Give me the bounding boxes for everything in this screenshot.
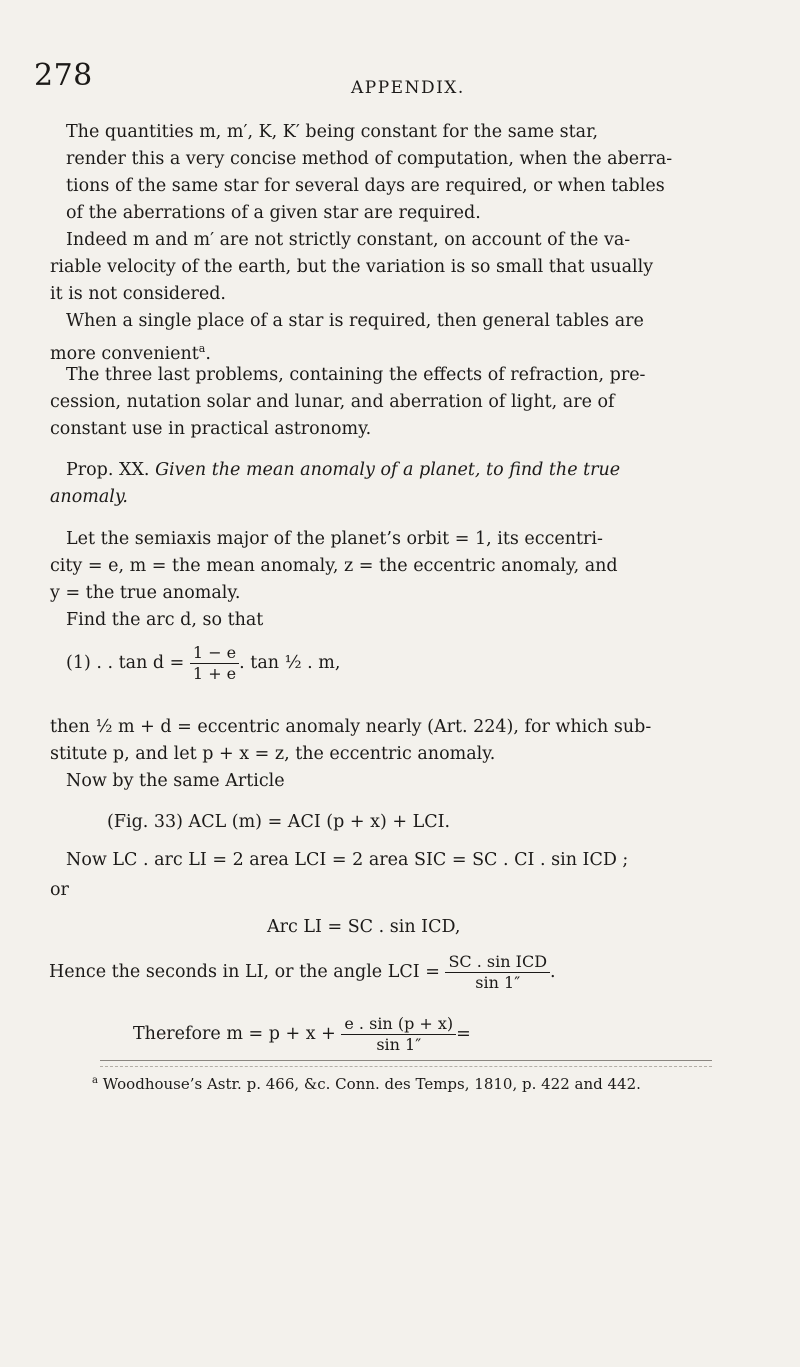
fraction xyxy=(341,1014,456,1055)
text-line: tions of the same star for several days are required, or when tables xyxy=(66,176,665,196)
text-line: Find the arc d, so that xyxy=(66,610,264,630)
text-line: then ½ m + d = eccentric anomaly nearly (Art. 224), for which sub- xyxy=(50,717,652,737)
equation-4: Arc LI = SC . sin ICD, xyxy=(267,917,461,937)
footnote-text: Woodhouse’s Astr. p. 466, &c. Conn. des Temps, 1810, p. 422 and 442. xyxy=(102,1075,641,1093)
text-line: riable velocity of the earth, but the variation is so small that usually xyxy=(50,257,654,277)
text-line: it is not considered. xyxy=(50,284,226,304)
paragraph-semiaxis xyxy=(50,526,751,634)
paragraph-then xyxy=(50,714,751,795)
paragraph-quantities xyxy=(66,119,751,227)
numerator: 1 − e xyxy=(190,643,239,664)
text-line: render this a very concise method of computation, when the aberra- xyxy=(66,149,673,169)
equation-5 xyxy=(49,952,556,993)
denominator: sin 1″ xyxy=(376,1035,422,1054)
text-line: Let the semiaxis major of the planet’s orbit = 1, its eccentri- xyxy=(66,529,603,549)
text-line: y = the true anomaly. xyxy=(50,583,241,603)
paragraph-indeed xyxy=(50,227,751,308)
equation-2: (Fig. 33) ACL (m) = ACI (p + x) + LCI. xyxy=(107,812,451,832)
text-line xyxy=(50,484,751,511)
equation-6 xyxy=(133,1014,471,1055)
page-number: 278 xyxy=(34,58,93,93)
equation-1 xyxy=(66,643,340,684)
fraction xyxy=(445,952,550,993)
numerator: SC . sin ICD xyxy=(445,952,550,973)
running-head: APPENDIX. xyxy=(351,78,465,98)
denominator: 1 + e xyxy=(192,664,237,683)
eq-lhs: Hence the seconds in LI, or the angle LCI = xyxy=(49,962,440,982)
prop-statement: Given the mean anomaly of a planet, to find the true xyxy=(155,460,621,480)
text-line: The quantities m, m′, K, K′ being constant for the same star, xyxy=(66,122,599,142)
paragraph-three-problems xyxy=(50,362,751,443)
or-word: or xyxy=(50,880,69,900)
proposition-heading xyxy=(50,457,751,511)
eq-end: = xyxy=(456,1024,471,1044)
text-line xyxy=(66,457,751,484)
text-span: more convenient xyxy=(50,343,199,364)
text-line: stitute p, and let p + x = z, the eccentric anomaly. xyxy=(50,744,496,764)
equation-3: Now LC . arc LI = 2 area LCI = 2 area SIC = SC . CI . sin ICD ; xyxy=(66,850,629,870)
prop-statement: anomaly. xyxy=(50,487,128,507)
text-line: cession, nutation solar and lunar, and aberration of light, are of xyxy=(50,392,615,412)
paragraph-single-place xyxy=(50,308,751,368)
text-line: constant use in practical astronomy. xyxy=(50,419,372,439)
footnote-rule-dashed xyxy=(100,1066,712,1067)
text-line: Indeed m and m′ are not strictly constant, on account of the va- xyxy=(66,230,631,250)
text-line: city = e, m = the mean anomaly, z = the eccentric anomaly, and xyxy=(50,556,618,576)
text-span: . xyxy=(205,343,211,364)
text-line: of the aberrations of a given star are required. xyxy=(66,203,481,223)
eq-lhs: Therefore m = p + x + xyxy=(133,1024,336,1044)
footnote-rule xyxy=(100,1060,712,1061)
fraction xyxy=(190,643,239,684)
text-line: When a single place of a star is required, then general tables are xyxy=(66,311,644,331)
denominator: sin 1″ xyxy=(475,973,521,992)
footnote-mark: a xyxy=(92,1075,98,1086)
text-line: The three last problems, containing the effects of refraction, pre- xyxy=(66,365,646,385)
prop-label: Prop. XX. xyxy=(66,460,150,480)
footnote-ref: a xyxy=(198,342,206,355)
numerator: e . sin (p + x) xyxy=(341,1014,456,1035)
eq-lhs: (1) . . tan d = xyxy=(66,653,185,673)
text-line: Now by the same Article xyxy=(66,771,285,791)
eq-rhs: . tan ½ . m, xyxy=(239,653,341,673)
footnote xyxy=(92,1075,641,1093)
eq-end: . xyxy=(550,962,556,982)
